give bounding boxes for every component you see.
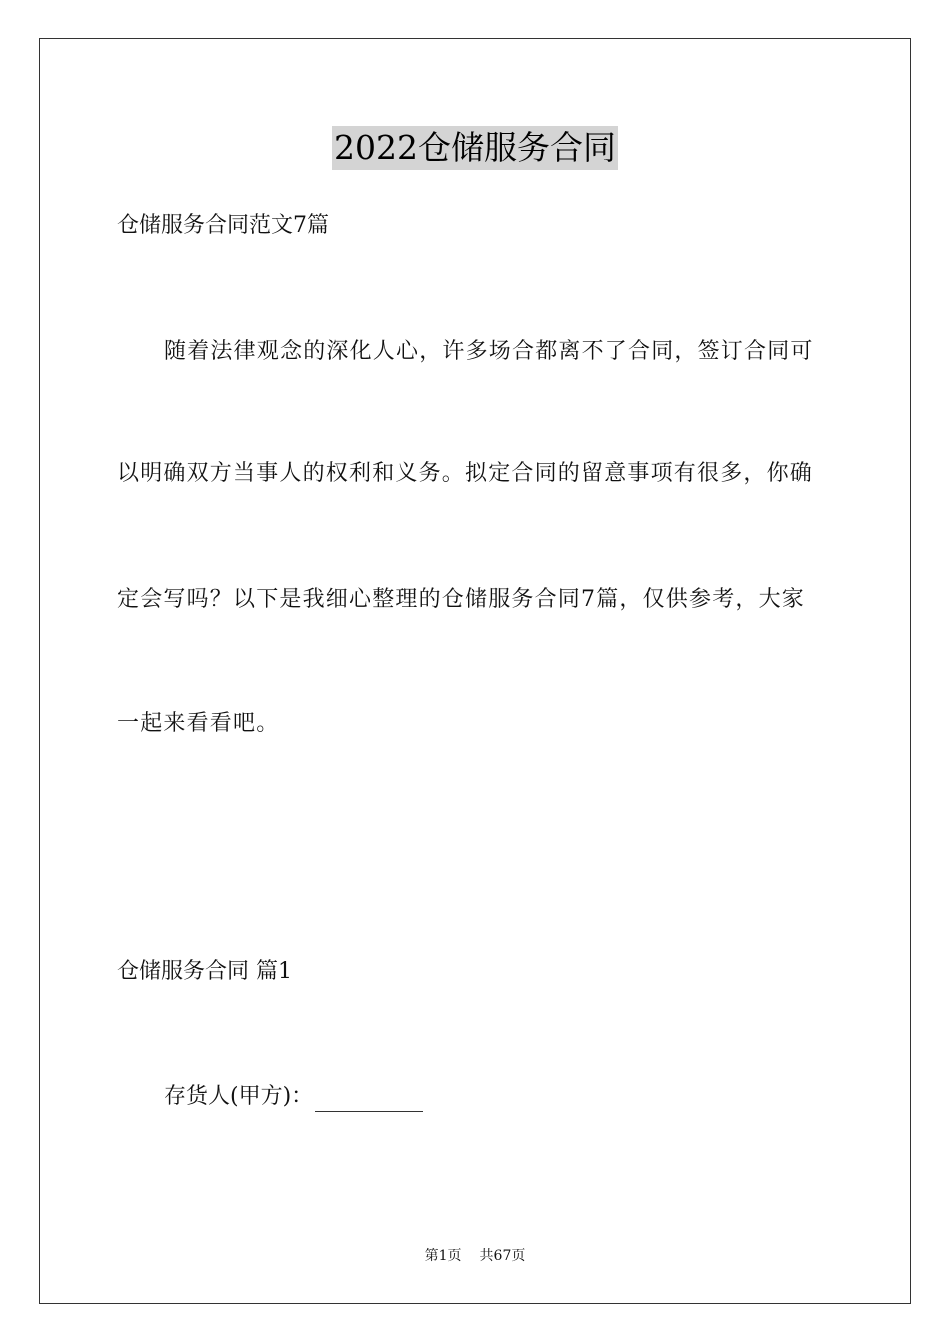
paragraph-line: 随着法律观念的深化人心，许多场合都离不了合同，签订合同可 xyxy=(164,339,814,364)
document-subtitle: 仓储服务合同范文7篇 xyxy=(117,213,329,238)
paragraph-line: 一起来看看吧。 xyxy=(117,711,280,736)
document-title: 2022仓储服务合同 xyxy=(332,126,618,170)
page-footer xyxy=(0,1246,950,1266)
page-total: 共67页 xyxy=(479,1248,526,1264)
paragraph-line: 定会写吗？以下是我细心整理的仓储服务合同7篇，仅供参考，大家 xyxy=(117,587,805,612)
page-number: 第1页 xyxy=(424,1248,462,1264)
paragraph-line: 以明确双方当事人的权利和义务。拟定合同的留意事项有很多，你确 xyxy=(117,461,814,486)
party-a-label: 存货人(甲方)： xyxy=(164,1084,314,1109)
party-a-blank-line xyxy=(315,1089,423,1112)
party-a-field xyxy=(164,1082,423,1112)
section-heading: 仓储服务合同 篇1 xyxy=(117,959,292,984)
title-container xyxy=(0,126,950,170)
